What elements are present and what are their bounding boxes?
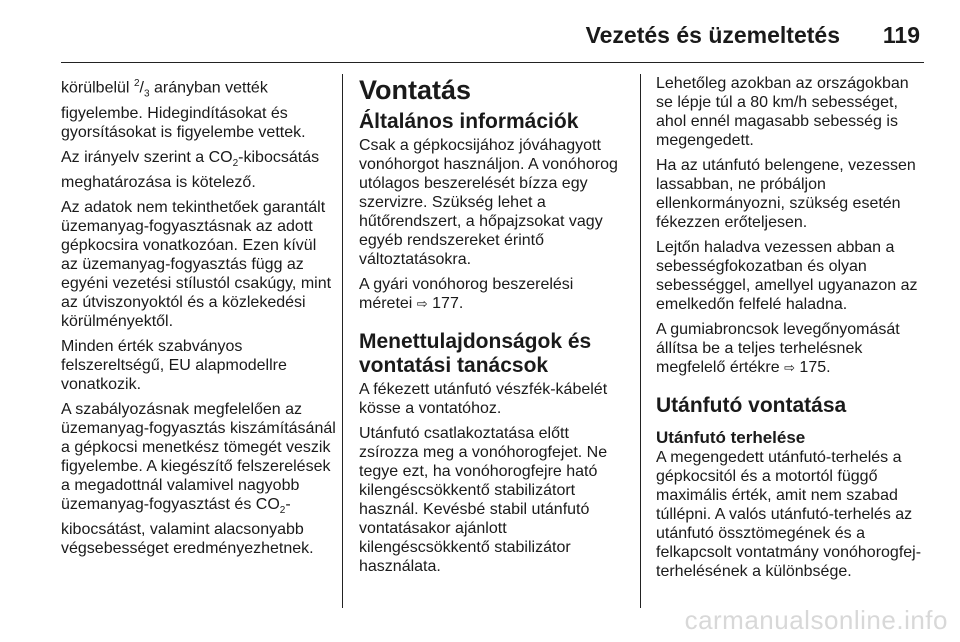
section-heading: Vontatás [359,75,472,105]
page-ref-icon: ⇨ [416,297,428,312]
running-title: Vezetés és üzemeltetés [585,22,840,48]
watermark: carmanualsonline.info [684,605,948,635]
column-left [61,74,336,564]
paragraph: Lehetőleg azokban az országokban se lépje túl a 80 km/h sebességet, ahol ennél magasabb sebesség is megengedett. [656,75,909,149]
page-number: 119 [882,22,920,48]
paragraph: A gumiabroncsok levegőnyomását állítsa be a teljes terhelésnek megfelelő értékre ⇨ 175. [656,321,900,376]
page-ref-icon: ⇨ [784,361,795,376]
paragraph: Utánfutó csatlakoztatása előtt zsírozza meg a vonóhorogfejet. Ne tegye ezt, ha vonóhorogfejre ható kilengéscsökkentő stabilizátort használ. Kevésbé stabil utánfutó vontatásakor ajánlott kilengéscsökkentő stabilizátor használata. [359,425,608,575]
subsection-heading: Utánfutó terhelése [656,428,806,447]
page-reference-link[interactable]: 177. [432,295,464,312]
column-right [656,74,926,587]
paragraph: Az adatok nem tekinthetőek garantált üzemanyag-fogyasztásnak az adott gépkocsira vonatkozóan. Ezen kívül az üzemanyag-fogyasztás függ az egyéni vezetési stílustól csakúgy, mint az útviszonyoktól és a közlekedési körülményektől. [61,198,332,330]
paragraph: A szabályozásnak megfelelően az üzemanyag-fogyasztás kiszámításánál a gépkocsi menetkész tömegét veszik figyelembe. A kiegészítő felszerelések a megadottnál valamivel nagyobb üzemanyag-fogyasztást és $CO_2$-kibocsátást, valamint alacsonyabb végsebességet eredményezhetnek. [61,400,336,557]
column-middle [359,74,625,582]
paragraph: Ha az utánfutó belengene, vezessen lassabban, ne próbáljon ellenkormányozni, szükség esetén fékezzen erőteljesen. [656,157,916,231]
paragraph: Minden érték szabványos felszereltségű, EU alapmodellre vonatkozik. [61,337,287,393]
header-divider [61,62,924,63]
paragraph: A megengedett utánfutó-terhelés a gépkocsitól és a motortól függő maximális érték, amit nem szabad túllépni. A valós utánfutó-terhelés az utánfutó össztömegének és a felkapcsolt vontatmány vonóhorogfej-terhelésének a különbsége. [656,449,922,580]
section-heading: Utánfutó vontatása [656,394,847,417]
paragraph: A gyári vonóhorog beszerelési méretei ⇨ 177. [359,276,574,312]
paragraph: A fékezett utánfutó vészfék-kábelét kösse a vontatóhoz. [359,381,608,417]
subsection-heading: Általános információk [359,110,579,133]
paragraph: Lejtőn haladva vezessen abban a sebességfokozatban és olyan sebességgel, amellyel ugyanazon az emelkedőn felfelé haladna. [656,239,918,313]
page-header [0,14,960,54]
column-divider-1 [342,74,343,608]
page-reference-link[interactable]: 175. [799,359,831,376]
paragraph: Csak a gépkocsijához jóváhagyott vonóhorgot használjon. A vonóhorog utólagos beszerelését bízza egy szervizre. Szükség lehet a hűtőrendszert, a hőpajzsokat vagy egyéb rendszereket érintő változtatásokra. [359,137,618,268]
paragraph: Az irányelv szerint a $CO_2$-kibocsátás meghatározása is kötelező. [61,148,320,191]
column-divider-2 [640,74,641,608]
subsection-heading: Menettulajdonságok és vontatási tanácsok [359,330,592,377]
paragraph: körülbelül $^2/_3$ arányban vették figyelembe. Hidegindításokat és gyorsításokat is figyelembe vettek. [61,78,306,141]
